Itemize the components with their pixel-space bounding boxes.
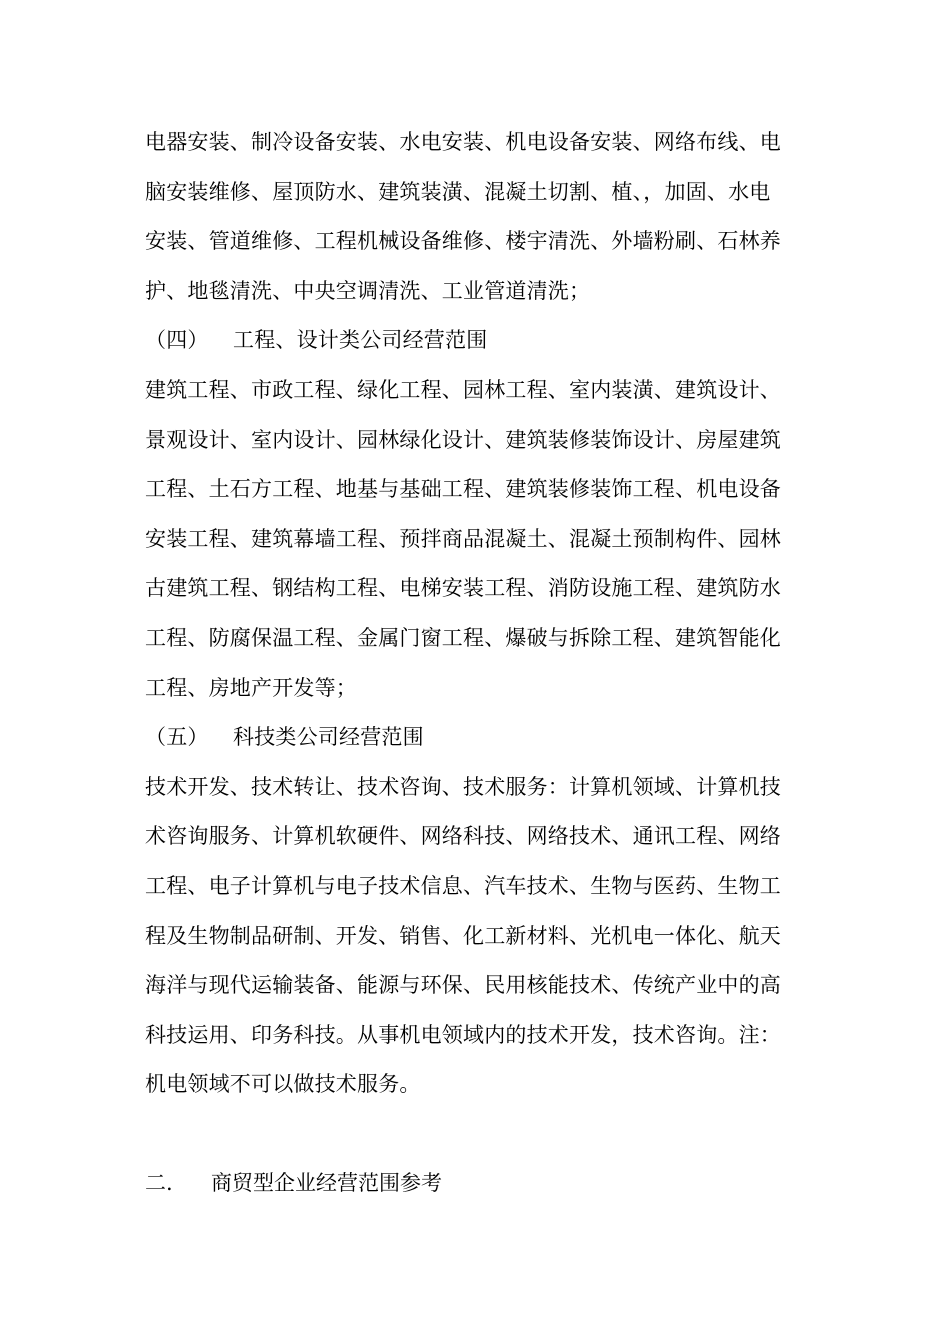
text-line: 工程、防腐保温工程、金属门窗工程、爆破与拆除工程、建筑智能化 [145,625,781,650]
paragraph-installation-services [145,118,810,316]
paragraph-technology-scope [145,763,810,1110]
document-page [145,118,810,1208]
subheading-title: 工程、设计类公司经营范围 [233,328,488,353]
subheading-number: （五） [145,725,209,750]
text-line: 工程、房地产开发等； [145,675,357,700]
section-number: 二. [145,1170,173,1195]
text-line: 技术开发、技术转让、技术咨询、技术服务：计算机领域、计算机技 [145,774,781,799]
paragraph-spacer [145,1110,810,1159]
text-line: 脑安装维修、屋顶防水、建筑装潢、混凝土切割、植、，加固、水电 [145,179,771,204]
text-line: 安装、管道维修、工程机械设备维修、楼宇清洗、外墙粉刷、石林养 [145,229,781,254]
subheading-number: （四） [145,328,209,353]
text-line: 电器安装、制冷设备安装、水电安装、机电设备安装、网络布线、电 [145,130,781,154]
text-line: 工程、土石方工程、地基与基础工程、建筑装修装饰工程、机电设备 [145,477,781,502]
text-line: 景观设计、室内设计、园林绿化设计、建筑装修装饰设计、房屋建筑 [145,427,781,452]
section-heading-trade [145,1159,810,1209]
text-line: 程及生物制品研制、开发、销售、化工新材料、光机电一体化、航天 [145,923,781,948]
section-title: 商贸型企业经营范围参考 [211,1170,442,1195]
text-line: 科技运用、印务科技。从事机电领域内的技术开发，技术咨询。注： [145,1022,781,1047]
text-line: 安装工程、建筑幕墙工程、预拌商品混凝土、混凝土预制构件、园林 [145,526,781,551]
text-line: 护、地毯清洗、中央空调清洗、工业管道清洗； [145,278,591,303]
subheading-engineering-design [145,316,810,366]
subheading-technology [145,713,810,763]
text-line: 建筑工程、市政工程、绿化工程、园林工程、室内装潢、建筑设计、 [145,377,781,402]
paragraph-engineering-scope [145,366,810,713]
text-line: 术咨询服务、计算机软硬件、网络科技、网络技术、通讯工程、网络 [145,824,781,849]
text-line: 工程、电子计算机与电子技术信息、汽车技术、生物与医药、生物工 [145,873,781,898]
text-line: 海洋与现代运输装备、能源与环保、民用核能技术、传统产业中的高 [145,973,781,998]
text-line: 机电领域不可以做技术服务。 [145,1072,421,1097]
subheading-title: 科技类公司经营范围 [233,725,424,750]
text-line: 古建筑工程、钢结构工程、电梯安装工程、消防设施工程、建筑防水 [145,576,781,601]
